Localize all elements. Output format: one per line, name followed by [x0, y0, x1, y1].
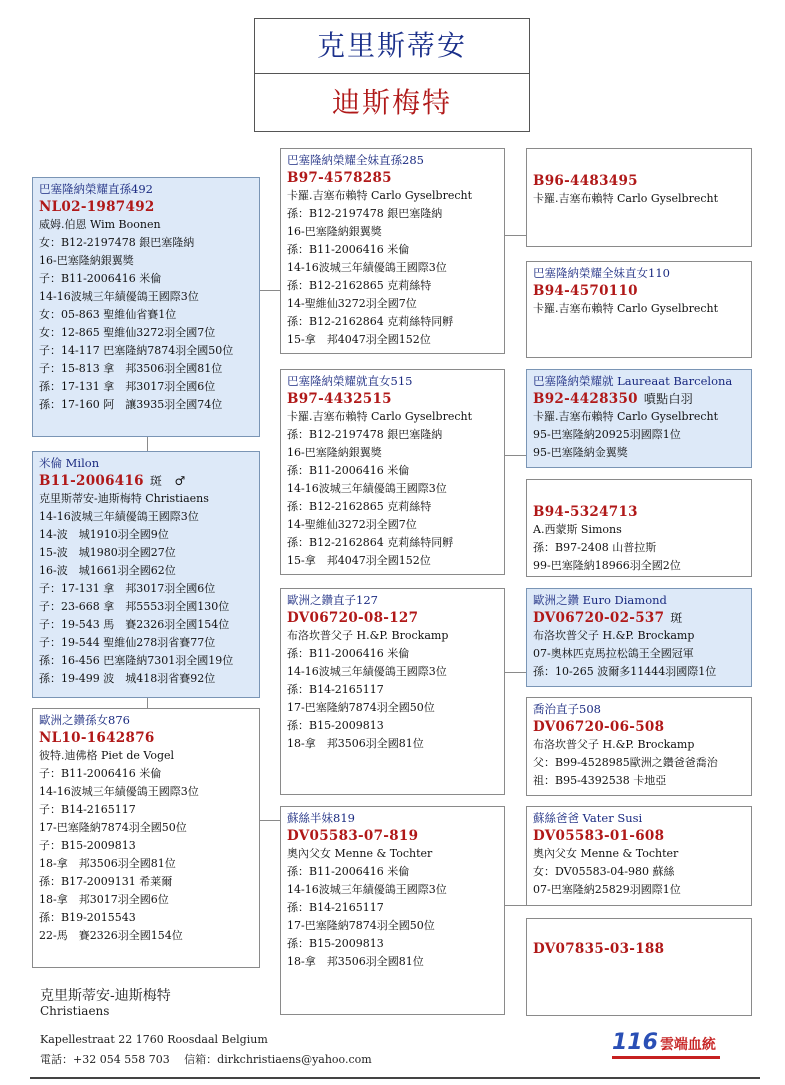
- pedigree-box-g2: [280, 369, 505, 575]
- pigeon-notes: [533, 845, 745, 899]
- ring-number: [533, 390, 745, 408]
- pedigree-box-dam: [32, 708, 260, 968]
- pigeon-notes: [533, 300, 745, 318]
- pigeon-note-line: 17-巴塞隆納7874羽全國50位: [287, 701, 435, 714]
- logo-underline: [612, 1056, 720, 1059]
- pigeon-note-line: 子：19-543 馬 賽2326羽全國154位: [39, 618, 230, 631]
- logo-text: 雲端血統: [659, 1037, 716, 1053]
- pigeon-note-line: 07-巴塞隆納25829羽國際1位: [533, 883, 681, 896]
- pigeon-note-line: 14-16波城三年績優鴿王國際3位: [287, 883, 447, 896]
- ring-number: B94-4570110: [533, 283, 638, 299]
- pigeon-header: 巴塞隆納榮耀就 Laureaat Barcelona: [533, 374, 733, 388]
- ring-number: DV05583-01-608: [533, 828, 665, 844]
- pigeon-note-line: 女：05-863 聖維仙省賽1位: [39, 308, 177, 321]
- ring-number-text: B11-2006416: [39, 473, 144, 489]
- pigeon-note-line: 孫：B14-2165117: [287, 683, 384, 696]
- pigeon-notes: [533, 408, 745, 462]
- pigeon-note-line: 17-巴塞隆納7874羽全國50位: [287, 919, 435, 932]
- pigeon-note-line: 14-16波城三年績優鴿王國際3位: [287, 665, 447, 678]
- ring-number: DV06720-08-127: [287, 610, 419, 626]
- pigeon-notes: [533, 521, 745, 575]
- pigeon-header: 巴塞隆納榮耀直孫492: [39, 182, 153, 196]
- pigeon-note-line: 父：B99-4528985歐洲之鑽爸爸喬治: [533, 756, 718, 769]
- pigeon-notes: [39, 216, 253, 414]
- pigeon-notes: [533, 190, 745, 208]
- pigeon-note-line: 孫：B11-2006416 米倫: [287, 865, 410, 878]
- pigeon-note-line: 17-巴塞隆納7874羽全國50位: [39, 821, 187, 834]
- breeder-address: Kapellestraat 22 1760 Roosdaal Belgium: [40, 1033, 268, 1046]
- pigeon-note-line: 孫：B14-2165117: [287, 901, 384, 914]
- pigeon-note-line: 95-巴塞隆納20925羽國際1位: [533, 428, 681, 441]
- pigeon-note-line: 孫：10-265 波爾多11444羽國際1位: [533, 665, 717, 678]
- pigeon-note-line: 99-巴塞隆納18966羽全國2位: [533, 559, 681, 572]
- connector: [504, 672, 526, 673]
- pigeon-note-line: 女：B12-2197478 銀巴塞隆納: [39, 236, 195, 249]
- pigeon-note-line: 子：B11-2006416 米倫: [39, 767, 162, 780]
- pigeon-note-line: 孫：B11-2006416 米倫: [287, 243, 410, 256]
- pigeon-note-line: 14-聖維仙3272羽全國7位: [287, 297, 417, 310]
- pigeon-note-line: 14-16波城三年績優鴿王國際3位: [39, 510, 199, 523]
- pedigree-box-sire-sire: [32, 177, 260, 437]
- pigeon-note-line: 女：12-865 聖維仙3272羽全國7位: [39, 326, 216, 339]
- pigeon-note-line: 95-巴塞隆納金翼獎: [533, 446, 628, 459]
- connector: [504, 905, 526, 906]
- ring-number: DV06720-06-508: [533, 719, 665, 735]
- pigeon-notes: [287, 845, 498, 971]
- pigeon-header: 巴塞隆納榮耀全妹直孫285: [287, 153, 424, 167]
- pigeon-notes: [287, 627, 498, 753]
- pigeon-note-line: 布洛坎普父子 H.&P. Brockamp: [287, 629, 449, 642]
- pigeon-header: 蘇絲爸爸 Vater Susi: [533, 811, 643, 825]
- brand-logo: [612, 1030, 722, 1058]
- ring-extra: 噴點白羽: [643, 392, 694, 406]
- pigeon-note-line: 孫：B19-2015543: [39, 911, 136, 924]
- pigeon-header: 歐洲之鑽直子127: [287, 593, 378, 607]
- pigeon-note-line: 卡羅.吉塞布賴特 Carlo Gyselbrecht: [287, 189, 473, 202]
- pigeon-note-line: 15-波 城1980羽全國27位: [39, 546, 176, 559]
- pedigree-box-gg5: [526, 588, 752, 687]
- pigeon-note-line: 14-波 城1910羽全國9位: [39, 528, 169, 541]
- pigeon-note-line: 卡羅.吉塞布賴特 Carlo Gyselbrecht: [287, 410, 473, 423]
- pigeon-header: 蘇絲半妹819: [287, 811, 355, 825]
- pedigree-box-sire: [32, 451, 260, 698]
- pigeon-note-line: 孫：B97-2408 山普拉斯: [533, 541, 657, 554]
- pigeon-note-line: 孫：B15-2009813: [287, 719, 384, 732]
- pigeon-note-line: 16-巴塞隆納銀翼獎: [39, 254, 134, 267]
- pigeon-note-line: 15-拿 邦4047羽全國152位: [287, 333, 431, 346]
- pedigree-box-gg4: [526, 479, 752, 577]
- pigeon-notes: [533, 627, 745, 681]
- pigeon-header: 巴塞隆納榮耀就直女515: [287, 374, 413, 388]
- pigeon-notes: [533, 736, 745, 790]
- pigeon-note-line: 祖：B95-4392538 卡地亞: [533, 774, 667, 787]
- pigeon-note-line: 子：B14-2165117: [39, 803, 136, 816]
- pigeon-note-line: 孫：B12-2162864 克莉絲特同孵: [287, 536, 454, 549]
- pedigree-box-gg8: [526, 918, 752, 1016]
- pigeon-note-line: 14-16波城三年績優鴿王國際3位: [287, 261, 447, 274]
- pedigree-box-g1: [280, 148, 505, 354]
- pedigree-box-gg7: [526, 806, 752, 906]
- pigeon-note-line: 子：B15-2009813: [39, 839, 136, 852]
- ring-number: B97-4578285: [287, 170, 392, 186]
- pigeon-note-line: 彼特.迪佛格 Piet de Vogel: [39, 749, 175, 762]
- breeder-name-en: Christiaens: [40, 1004, 110, 1018]
- pigeon-header: 巴塞隆納榮耀全妹直女110: [533, 266, 670, 280]
- pedigree-box-gg6: [526, 697, 752, 796]
- connector: [147, 698, 148, 708]
- pigeon-note-line: 18-拿 邦3017羽全國6位: [39, 893, 169, 906]
- pigeon-note-line: 子：19-544 聖維仙278羽省賽77位: [39, 636, 216, 649]
- pigeon-note-line: 克里斯蒂安-迪斯梅特 Christiaens: [39, 492, 209, 505]
- ring-extra: 斑 ♂: [149, 474, 186, 488]
- pigeon-note-line: 子：15-813 拿 邦3506羽全國81位: [39, 362, 223, 375]
- pigeon-note-line: 07-奧林匹克馬拉松鴿王全國冠軍: [533, 647, 694, 660]
- pigeon-note-line: 孫：B12-2162865 克莉絲特: [287, 279, 432, 292]
- title-name-top: 克里斯蒂安: [255, 19, 529, 74]
- pigeon-note-line: 奧內父女 Menne & Tochter: [287, 847, 433, 860]
- pigeon-note-line: 14-16波城三年績優鴿王國際3位: [39, 290, 199, 303]
- ring-number-text: DV06720-02-537: [533, 610, 665, 626]
- title-name-bottom: 迪斯梅特: [331, 86, 452, 119]
- pigeon-note-line: 14-16波城三年績優鴿王國際3位: [287, 482, 447, 495]
- pigeon-note-line: 孫：B12-2197478 銀巴塞隆納: [287, 207, 443, 220]
- pigeon-note-line: 奧內父女 Menne & Tochter: [533, 847, 679, 860]
- pigeon-note-line: 22-馬 賽2326羽全國154位: [39, 929, 183, 942]
- pigeon-note-line: 子：17-131 拿 邦3017羽全國6位: [39, 582, 216, 595]
- ring-number: NL10-1642876: [39, 730, 155, 746]
- pigeon-note-line: 孫：B12-2162865 克莉絲特: [287, 500, 432, 513]
- pigeon-note-line: 孫：17-131 拿 邦3017羽全國6位: [39, 380, 216, 393]
- pigeon-notes: [39, 490, 253, 688]
- pigeon-note-line: 布洛坎普父子 H.&P. Brockamp: [533, 738, 695, 751]
- ring-number: DV07835-03-188: [533, 941, 665, 957]
- pigeon-note-line: 孫：B12-2197478 銀巴塞隆納: [287, 428, 443, 441]
- pigeon-note-line: 18-拿 邦3506羽全國81位: [39, 857, 176, 870]
- ring-number: NL02-1987492: [39, 199, 155, 215]
- pigeon-note-line: 孫：16-456 巴塞隆納7301羽全國19位: [39, 654, 234, 667]
- pigeon-note-line: 女：DV05583-04-980 蘇絲: [533, 865, 675, 878]
- pedigree-box-g4: [280, 806, 505, 1015]
- pedigree-box-g3: [280, 588, 505, 795]
- pigeon-note-line: 子：B11-2006416 米倫: [39, 272, 162, 285]
- pigeon-note-line: 16-巴塞隆納銀翼獎: [287, 225, 382, 238]
- breeder-name: 克里斯蒂安-迪斯梅特: [40, 988, 171, 1004]
- pigeon-note-line: 18-拿 邦3506羽全國81位: [287, 955, 424, 968]
- pigeon-note-line: 卡羅.吉塞布賴特 Carlo Gyselbrecht: [533, 302, 719, 315]
- pigeon-note-line: 15-拿 邦4047羽全國152位: [287, 554, 431, 567]
- pigeon-note-line: A.西蒙斯 Simons: [533, 523, 622, 536]
- title-box: [254, 18, 530, 132]
- pigeon-header: 歐洲之鑽 Euro Diamond: [533, 593, 667, 607]
- pigeon-note-line: 14-聖維仙3272羽全國7位: [287, 518, 417, 531]
- pigeon-note-line: 布洛坎普父子 H.&P. Brockamp: [533, 629, 695, 642]
- connector: [504, 455, 526, 456]
- ring-number: B96-4483495: [533, 173, 638, 189]
- ring-number-text: B92-4428350: [533, 391, 638, 407]
- pigeon-note-line: 子：23-668 拿 邦5553羽全國130位: [39, 600, 230, 613]
- pigeon-note-line: 16-巴塞隆納銀翼獎: [287, 446, 382, 459]
- ring-number: [533, 609, 745, 627]
- pigeon-note-line: 孫：B11-2006416 米倫: [287, 464, 410, 477]
- pigeon-notes: [287, 408, 498, 570]
- pigeon-note-line: 16-波 城1661羽全國62位: [39, 564, 176, 577]
- pedigree-box-gg2: [526, 261, 752, 358]
- ring-number: DV05583-07-819: [287, 828, 419, 844]
- pigeon-note-line: 孫：B11-2006416 米倫: [287, 647, 410, 660]
- pigeon-note-line: 卡羅.吉塞布賴特 Carlo Gyselbrecht: [533, 192, 719, 205]
- logo-number: 116: [612, 1030, 658, 1055]
- pigeon-note-line: 孫：B15-2009813: [287, 937, 384, 950]
- connector: [504, 235, 526, 236]
- connector: [259, 820, 281, 821]
- ring-number: B97-4432515: [287, 391, 392, 407]
- pigeon-note-line: 卡羅.吉塞布賴特 Carlo Gyselbrecht: [533, 410, 719, 423]
- pigeon-note-line: 孫：B17-2009131 希莱爾: [39, 875, 173, 888]
- connector: [259, 290, 281, 291]
- ring-extra: 斑: [670, 611, 683, 625]
- pigeon-note-line: 14-16波城三年績優鴿王國際3位: [39, 785, 199, 798]
- pigeon-note-line: 孫：17-160 阿 讓3935羽全國74位: [39, 398, 223, 411]
- ring-number: B94-5324713: [533, 504, 638, 520]
- pigeon-header: 歐洲之鑽孫女876: [39, 713, 130, 727]
- bottom-rule: [30, 1077, 760, 1079]
- pigeon-header: 喬治直子508: [533, 702, 601, 716]
- pigeon-notes: [287, 187, 498, 349]
- pedigree-box-gg3: [526, 369, 752, 468]
- pigeon-note-line: 威姆.伯恩 Wim Boonen: [39, 218, 161, 231]
- pigeon-notes: [39, 747, 253, 945]
- pedigree-box-gg1: [526, 148, 752, 247]
- pigeon-note-line: 子：14-117 巴塞隆納7874羽全國50位: [39, 344, 234, 357]
- breeder-contact: 電話：+32 054 558 703 信箱：dirkchristiaens@yahoo.com: [40, 1053, 372, 1066]
- pigeon-header: 米倫 Milon: [39, 456, 100, 470]
- pigeon-note-line: 孫：B12-2162864 克莉絲特同孵: [287, 315, 454, 328]
- ring-number: [39, 472, 253, 490]
- pigeon-note-line: 孫：19-499 波 城418羽省賽92位: [39, 672, 216, 685]
- pigeon-note-line: 18-拿 邦3506羽全國81位: [287, 737, 424, 750]
